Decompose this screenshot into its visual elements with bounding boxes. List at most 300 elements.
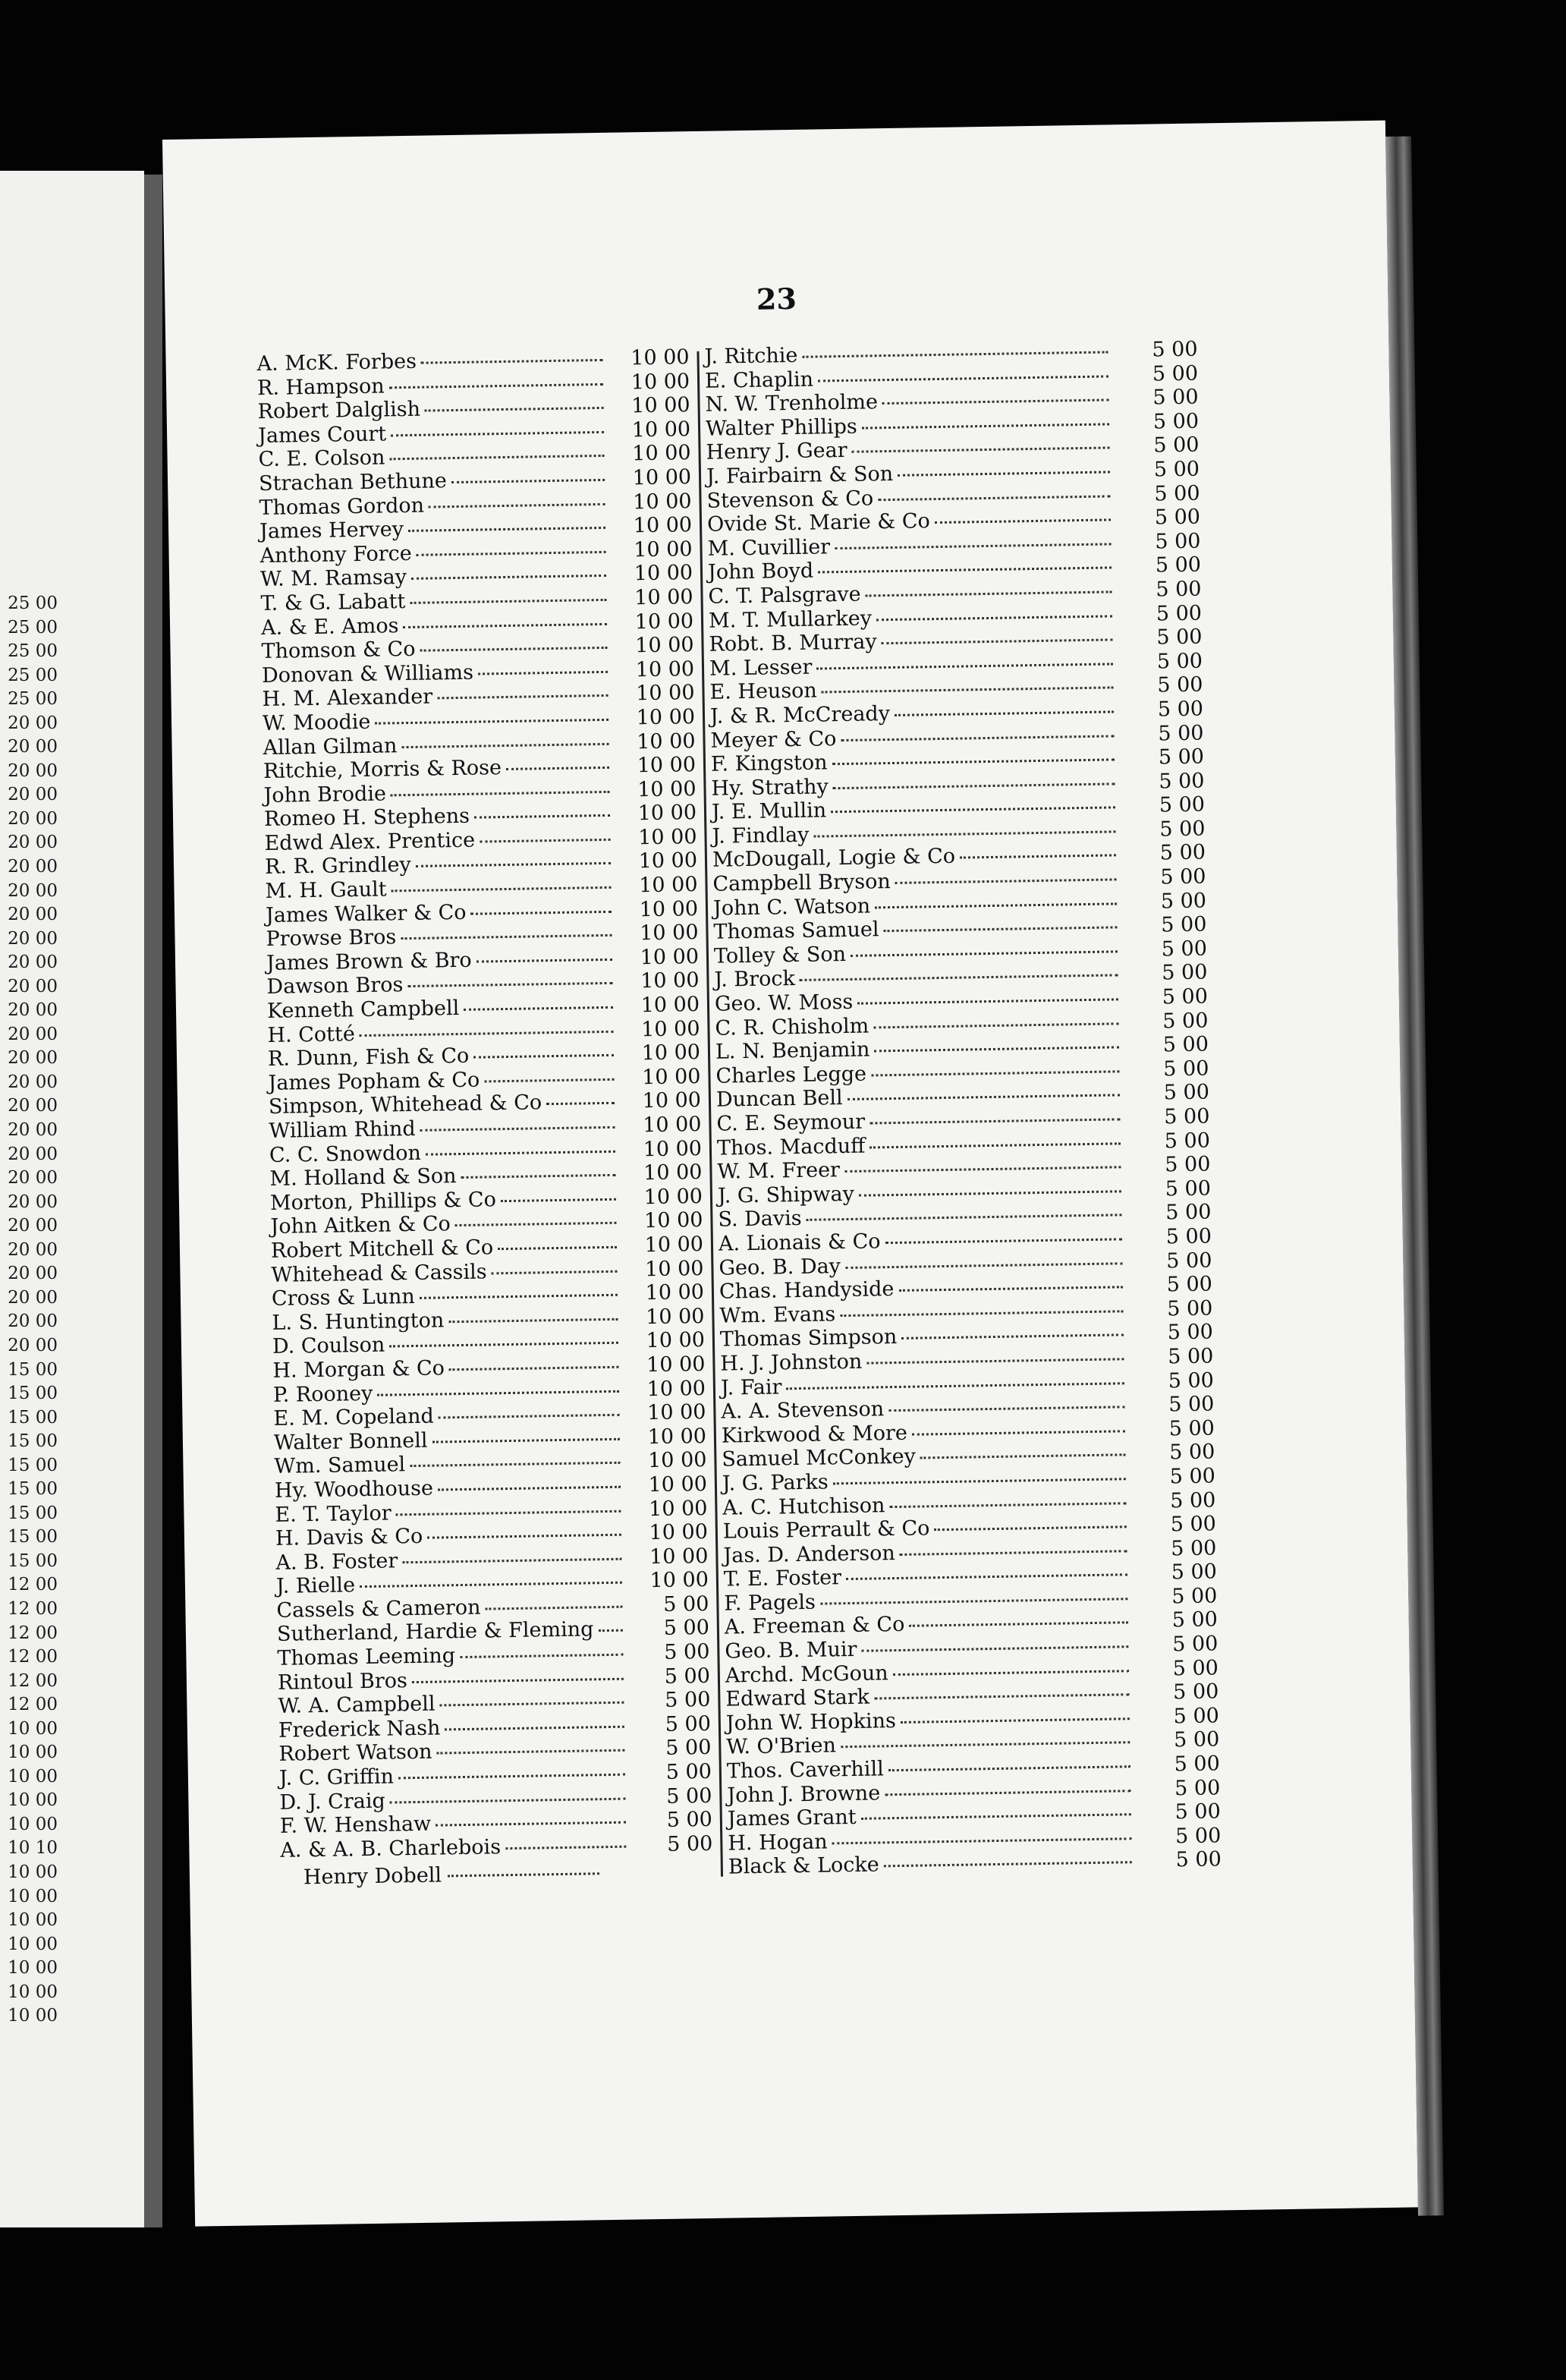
subscription-amount: 10 00 (648, 1472, 708, 1497)
subscription-amount: 5 00 (1171, 1632, 1219, 1657)
subscription-amount: 5 00 (1152, 361, 1199, 386)
subscription-amount: 5 00 (1157, 697, 1204, 722)
subscriber-name: Ovide St. Marie & Co (706, 509, 931, 537)
leader-dots (874, 1047, 1119, 1053)
previous-page-amount: 20 00 (8, 905, 58, 925)
leader-dots (802, 351, 1108, 357)
subscription-amount: 10 00 (636, 729, 696, 754)
leader-dots (498, 1246, 617, 1250)
subscription-amount: 5 00 (1159, 792, 1206, 817)
subscription-amount: 5 00 (1168, 1392, 1215, 1417)
leader-dots (885, 1238, 1122, 1244)
subscriber-name: Donovan & Williams (261, 660, 474, 688)
leader-dots (464, 1006, 613, 1011)
subscriber-name: Duncan Bell (715, 1086, 843, 1113)
subscriber-name: Robert Dalglish (257, 397, 421, 424)
previous-page-amount: 15 00 (8, 1550, 58, 1571)
subscription-amount: 5 00 (1174, 1799, 1222, 1824)
subscription-amount: 10 00 (646, 1328, 706, 1353)
subscriber-name: T. E. Foster (723, 1566, 842, 1591)
subscriber-name: H. Davis & Co (275, 1524, 423, 1550)
leader-dots (412, 1677, 624, 1683)
subscription-amount: 5 00 (1168, 1440, 1215, 1465)
subscription-amount: 5 00 (1154, 481, 1200, 506)
subscriber-name: Dawson Bros (266, 973, 404, 1000)
subscriber-name: W. A. Campbell (278, 1692, 436, 1719)
subscription-amount: 10 00 (634, 561, 693, 586)
leader-dots (390, 1797, 626, 1803)
subscriber-name: W. Moodie (262, 710, 371, 735)
leader-dots (389, 455, 604, 460)
leader-dots (436, 1749, 624, 1755)
subscription-amount: 5 00 (1161, 912, 1207, 937)
subscriber-name: L. N. Benjamin (715, 1037, 870, 1064)
subscription-amount: 10 00 (630, 345, 690, 370)
previous-page-amount: 20 00 (8, 785, 58, 805)
leader-dots (835, 543, 1111, 549)
previous-page-amount: 15 00 (8, 1359, 58, 1380)
subscriber-name: J. Brock (714, 967, 796, 993)
previous-page-amount: 12 00 (8, 1598, 58, 1619)
subscription-amount: 10 00 (641, 1064, 701, 1090)
subscription-amount: 10 00 (637, 801, 697, 826)
subscriber-name: John Aitken & Co (270, 1212, 451, 1239)
leader-dots (451, 479, 605, 483)
leader-dots (439, 1702, 624, 1707)
leader-dots (882, 639, 1113, 645)
subscription-amount: 10 00 (635, 633, 694, 658)
subscriber-name: M. Cuvillier (707, 534, 831, 561)
previous-page-amount: 20 00 (8, 760, 58, 781)
subscription-amount: 10 00 (646, 1400, 706, 1425)
subscription-amount: 10 00 (643, 1160, 703, 1185)
subscription-amount: 10 00 (634, 609, 694, 634)
subscriber-name: J. E. Mullin (711, 798, 827, 825)
subscriber-name: A. Freeman & Co (724, 1613, 905, 1640)
leader-dots (420, 1126, 615, 1132)
subscriber-name: Anthony Force (259, 541, 412, 568)
previous-page-amount: 20 00 (8, 1120, 58, 1141)
subscription-amount: 10 00 (639, 896, 699, 921)
subscription-amount: 10 00 (649, 1568, 709, 1593)
subscriber-name: Robert Mitchell & Co (270, 1236, 494, 1263)
subscriber-name: E. Chaplin (704, 367, 814, 393)
leader-dots (429, 502, 605, 508)
subscriber-name: John J. Browne (727, 1781, 881, 1808)
leader-dots (425, 407, 604, 412)
subscription-amount: 5 00 (1155, 529, 1201, 554)
subscriber-name: H. Cotté (267, 1022, 356, 1047)
subscriber-name: Stevenson & Co (706, 486, 874, 513)
leader-dots (895, 710, 1114, 716)
subscriber-name: Thomas Leeming (277, 1644, 456, 1670)
subscription-amount: 10 00 (642, 1113, 702, 1138)
leader-dots (420, 1294, 618, 1299)
subscription-amount: 10 00 (645, 1304, 705, 1329)
subscriber-name: William Rhind (269, 1116, 416, 1143)
subscriber-name: P. Rooney (272, 1381, 373, 1407)
leader-dots (861, 1813, 1131, 1820)
previous-page-amount: 20 00 (8, 928, 58, 949)
leader-dots (893, 1670, 1129, 1676)
previous-page-amount: 20 00 (8, 1144, 58, 1164)
subscriber-name: Jas. D. Anderson (723, 1541, 895, 1568)
subscriber-name: J. Fairbairn & Son (706, 461, 894, 489)
subscriber-name: F. Kingston (710, 751, 828, 776)
leader-dots (895, 878, 1117, 884)
subscriber-name: Rintoul Bros (277, 1668, 408, 1695)
leader-dots (885, 1790, 1130, 1796)
subscription-amount: 5 00 (1162, 1032, 1209, 1057)
previous-page-amount: 20 00 (8, 1287, 58, 1308)
subscriber-name: Robt. B. Murray (709, 630, 877, 656)
subscriber-name: J. Rielle (275, 1573, 356, 1599)
previous-page-amount: 10 00 (8, 1790, 58, 1811)
subscription-amount: 5 00 (1163, 1056, 1209, 1081)
subscription-amount: 5 00 (1174, 1824, 1222, 1849)
subscriber-name: Morton, Phillips & Co (269, 1188, 497, 1215)
subscriber-name: James Court (257, 422, 387, 448)
leader-dots (934, 1525, 1127, 1531)
subscriber-name: Walter Phillips (705, 414, 857, 441)
subscription-amount: 10 00 (634, 537, 693, 562)
leader-dots (448, 1318, 618, 1324)
subscriber-name: Edward Stark (725, 1685, 870, 1711)
subscriber-name: C. C. Snowdon (269, 1141, 422, 1167)
leader-dots (869, 1142, 1121, 1148)
leader-dots (455, 1222, 617, 1226)
subscriber-name: S. Davis (718, 1207, 802, 1232)
subscriber-name: James Grant (727, 1805, 857, 1831)
subscription-amount: 5 00 (664, 1664, 711, 1689)
subscription-amount: 10 00 (646, 1352, 706, 1377)
subscriber-name: W. M. Ramsay (259, 565, 407, 592)
subscription-amount: 5 00 (1163, 1080, 1210, 1105)
subscriber-name: Thomas Simpson (719, 1325, 898, 1352)
leader-dots (407, 982, 612, 987)
leader-dots (875, 902, 1117, 908)
subscription-amount: 5 00 (1158, 721, 1204, 745)
subscription-amount: 5 00 (1157, 672, 1203, 697)
subscription-amount: 10 00 (632, 465, 692, 490)
leader-dots (445, 1726, 624, 1731)
subscriber-name: T. & G. Labatt (260, 589, 406, 615)
subscriber-name: L. S. Huntington (272, 1308, 445, 1335)
subscription-amount: 5 00 (1166, 1272, 1213, 1297)
last-entry-column-1 (303, 1861, 600, 1889)
subscription-amount: 5 00 (1174, 1775, 1221, 1800)
previous-page-amount: 10 00 (8, 1814, 58, 1834)
leader-dots (484, 1078, 614, 1083)
leader-dots (898, 471, 1110, 476)
leader-dots (401, 934, 612, 940)
leader-dots (476, 959, 612, 963)
leader-dots (800, 974, 1118, 982)
subscriber-name: A. C. Hutchison (722, 1493, 885, 1520)
subscriber-name: Kenneth Campbell (266, 996, 460, 1024)
subscriber-name: Archd. McGoun (725, 1661, 888, 1688)
previous-page-amount: 20 00 (8, 880, 58, 901)
previous-page-amount: 15 00 (8, 1431, 58, 1452)
subscription-amount: 5 00 (1153, 433, 1200, 458)
leader-dots (912, 1430, 1125, 1435)
leader-dots (401, 742, 608, 748)
leader-dots (598, 1629, 623, 1632)
subscriber-name: Campbell Bryson (712, 870, 891, 896)
leader-dots (862, 423, 1109, 429)
subscriber-name: Whitehead & Cassils (271, 1260, 487, 1287)
previous-page-amount: 25 00 (8, 665, 58, 685)
subscription-amount: 10 00 (648, 1496, 708, 1521)
subscription-amount: 5 00 (1160, 864, 1206, 889)
subscriber-name: C. T. Palsgrave (708, 582, 861, 609)
leader-dots (852, 447, 1110, 453)
subscription-amount: 5 00 (1165, 1152, 1211, 1177)
subscription-amount: 5 00 (665, 1736, 712, 1761)
subscriber-name: D. Coulson (272, 1333, 385, 1359)
subscriber-name: H. M. Alexander (262, 685, 433, 712)
leader-dots (410, 599, 606, 604)
previous-page-amount: 20 00 (8, 857, 58, 877)
subscriber-name: Meyer & Co (710, 726, 837, 753)
subscriber-name: John Brodie (263, 782, 387, 808)
subscription-amount: 5 00 (1160, 889, 1207, 914)
subscription-amount: 10 00 (645, 1280, 705, 1305)
leader-dots (898, 1286, 1123, 1292)
previous-page-amount: 15 00 (8, 1407, 58, 1428)
previous-page-amount: 15 00 (8, 1479, 58, 1500)
previous-page-amount: 20 00 (8, 1264, 58, 1284)
subscriber-name: Thos. Macduff (716, 1134, 866, 1160)
previous-page-amount: 25 00 (8, 617, 58, 638)
subscription-amount: 10 00 (640, 1016, 700, 1041)
subscription-amount: 10 00 (638, 873, 698, 898)
subscriber-name: John Boyd (707, 559, 814, 585)
page-number: 23 (756, 281, 797, 316)
previous-page-amount: 10 00 (8, 1910, 58, 1931)
leader-dots (833, 782, 1115, 789)
subscription-amount: 10 00 (646, 1376, 706, 1401)
subscriber-name: C. E. Seymour (716, 1110, 866, 1136)
leader-dots (449, 1366, 619, 1371)
subscription-amount: 5 00 (665, 1759, 712, 1784)
subscriber-name: Edwd Alex. Prentice (264, 828, 476, 855)
subscription-amount: 10 00 (640, 993, 700, 1018)
previous-page-amount: 20 00 (8, 1311, 58, 1332)
subscription-amount: 5 00 (1161, 937, 1208, 962)
previous-page-amount: 20 00 (8, 713, 58, 733)
subscription-amount: 5 00 (666, 1808, 713, 1833)
subscription-amount: 5 00 (1173, 1727, 1220, 1752)
leader-dots (478, 671, 608, 675)
leader-dots (546, 1102, 615, 1105)
subscriber-name: M. Holland & Son (269, 1164, 457, 1192)
subscription-amount: 5 00 (1165, 1224, 1212, 1249)
previous-page-amount: 12 00 (8, 1695, 58, 1715)
subscription-amount: 10 00 (641, 1040, 701, 1066)
previous-page-amount: 10 00 (8, 1718, 58, 1739)
subscriber-name: James Popham & Co (268, 1068, 480, 1095)
subscriber-name: Sutherland, Hardie & Fleming (276, 1617, 594, 1647)
subscriber-name: A. & E. Amos (260, 613, 399, 640)
subscriber-name: R. Dunn, Fish & Co (267, 1044, 470, 1072)
leader-dots (851, 950, 1118, 957)
leader-dots (470, 910, 612, 915)
previous-page-amount: 20 00 (8, 1239, 58, 1260)
subscription-amount: 10 00 (630, 369, 690, 394)
subscriber-name: F. Pagels (724, 1590, 816, 1616)
previous-page-amount: 12 00 (8, 1670, 58, 1691)
subscriber-column-1 (256, 345, 712, 1862)
subscriber-name: James Hervey (259, 518, 404, 544)
leader-dots (505, 1845, 626, 1850)
subscriber-name: D. J. Craig (279, 1789, 385, 1815)
subscription-amount: 10 00 (647, 1448, 707, 1473)
subscriber-name: Wm. Evans (719, 1302, 836, 1328)
subscriber-name: F. W. Henshaw (279, 1812, 432, 1839)
subscriber-name: Black & Locke (728, 1853, 879, 1879)
leader-dots (935, 519, 1111, 524)
subscription-amount: 5 00 (1174, 1752, 1221, 1777)
subscriber-name: J. Findlay (712, 823, 810, 848)
previous-page-amount: 10 00 (8, 1886, 58, 1906)
leader-dots (857, 998, 1118, 1004)
leader-dots (432, 1437, 620, 1443)
subscriber-name: R. Hampson (256, 374, 385, 400)
subscription-amount: 5 00 (1168, 1368, 1215, 1393)
subscription-amount: 10 00 (633, 513, 693, 538)
leader-dots (841, 735, 1114, 741)
leader-dots (878, 495, 1110, 501)
leader-dots (876, 615, 1112, 621)
subscriber-name: Cassels & Cameron (276, 1595, 481, 1623)
leader-dots (360, 1582, 622, 1588)
leader-dots (360, 1030, 614, 1036)
leader-dots (402, 1557, 621, 1563)
subscriber-name: Ritchie, Morris & Rose (263, 756, 502, 784)
subscriber-name: M. Lesser (709, 655, 813, 681)
subscriber-name: W. O'Brien (726, 1733, 837, 1760)
subscriber-name: E. T. Taylor (275, 1500, 392, 1527)
subscription-amount: 5 00 (1164, 1104, 1210, 1129)
subscription-amount: 5 00 (666, 1783, 712, 1809)
leader-dots (846, 1574, 1127, 1581)
leader-dots (901, 1717, 1130, 1724)
subscription-amount: 5 00 (1170, 1536, 1217, 1561)
leader-dots (820, 1598, 1127, 1604)
previous-page-amount: 10 00 (8, 1766, 58, 1787)
previous-page-amount: 25 00 (8, 689, 58, 710)
leader-dots (807, 1214, 1122, 1222)
subscription-amount: 10 00 (649, 1520, 709, 1545)
subscriber-name: W. M. Freer (717, 1158, 841, 1184)
subscriber-name: Kirkwood & More (721, 1421, 908, 1448)
previous-page-amount: 20 00 (8, 1096, 58, 1116)
subscriber-name: Walter Bonnell (273, 1428, 428, 1455)
leader-dots (901, 1334, 1124, 1340)
previous-page-amount: 20 00 (8, 1192, 58, 1212)
leader-dots (420, 647, 607, 652)
leader-dots (437, 694, 608, 700)
leader-dots (866, 590, 1112, 597)
leader-dots (833, 1478, 1126, 1484)
leader-dots (389, 1342, 618, 1348)
subscription-amount: 5 00 (1165, 1200, 1212, 1225)
subscription-amount: 10 00 (643, 1184, 703, 1209)
leader-dots (900, 1550, 1127, 1556)
subscriber-name: E. Heuson (709, 678, 818, 705)
subscriber-name: Prowse Bros (266, 925, 397, 952)
subscription-amount: 10 00 (644, 1232, 704, 1258)
subscriber-name: J. Fair (720, 1374, 782, 1400)
previous-page-amount: 20 00 (8, 1335, 58, 1355)
subscription-amount: 5 00 (1159, 840, 1206, 865)
previous-page-amount: 20 00 (8, 1168, 58, 1188)
leader-dots (786, 1382, 1124, 1390)
subscriber-name: M. T. Mullarkey (708, 606, 873, 633)
subscription-amount: 5 00 (1171, 1607, 1219, 1632)
previous-page-amount: 20 00 (8, 808, 58, 829)
subscriber-name: Simpson, Whitehead & Co (268, 1091, 542, 1119)
previous-page-amounts (0, 592, 68, 2029)
leader-dots (832, 1837, 1132, 1844)
subscriber-name: Thomas Gordon (259, 493, 425, 520)
previous-page-amount: 10 00 (8, 1862, 58, 1882)
previous-page-amount: 20 00 (8, 1000, 58, 1021)
leader-dots (436, 1821, 626, 1827)
subscriber-name: H. Hogan (728, 1830, 828, 1856)
previous-page-amount: 20 00 (8, 737, 58, 757)
subscriber-name: Allan Gilman (263, 733, 398, 760)
leader-dots (874, 1693, 1129, 1699)
subscription-amount: 5 00 (666, 1831, 713, 1856)
subscriber-name: James Brown & Bro (266, 948, 472, 975)
subscription-amount: 10 00 (636, 704, 696, 730)
leader-dots (844, 1166, 1121, 1173)
subscription-amount: 10 00 (632, 441, 691, 466)
leader-dots (845, 1262, 1123, 1269)
leader-dots (818, 375, 1108, 382)
leader-dots (841, 1742, 1130, 1749)
leader-dots (438, 1486, 621, 1491)
subscription-amount: 10 00 (631, 417, 691, 442)
subscriber-name: R. R. Grindley (264, 853, 411, 880)
subscription-amount: 5 00 (1172, 1656, 1219, 1680)
subscription-amount: 5 00 (1152, 385, 1199, 410)
leader-dots (816, 663, 1113, 669)
subscriber-name: J. & R. McCready (709, 701, 891, 729)
subscriber-name: J. Ritchie (704, 343, 798, 369)
leader-dots (448, 1872, 599, 1877)
subscription-amount: 10 00 (637, 824, 697, 850)
subscription-amount: 5 00 (1154, 505, 1201, 530)
previous-page-amount: 10 10 (8, 1838, 58, 1859)
subscription-amount: 5 00 (1171, 1560, 1218, 1585)
subscription-amount: 10 00 (642, 1088, 702, 1113)
subscription-amount: 5 00 (1165, 1176, 1212, 1201)
leader-dots (426, 1150, 615, 1155)
subscriber-name: Romeo H. Stephens (263, 804, 470, 832)
subscriber-name: Robert Watson (278, 1740, 432, 1767)
leader-dots (909, 1622, 1128, 1628)
subscriber-name: M. H. Gault (265, 877, 387, 904)
leader-dots (883, 927, 1117, 933)
subscription-amount: 5 00 (1169, 1464, 1216, 1489)
leader-dots (461, 1174, 616, 1179)
subscription-amount: 10 00 (635, 656, 695, 682)
leader-dots (391, 431, 604, 436)
subscriber-name: Henry J. Gear (706, 439, 847, 465)
